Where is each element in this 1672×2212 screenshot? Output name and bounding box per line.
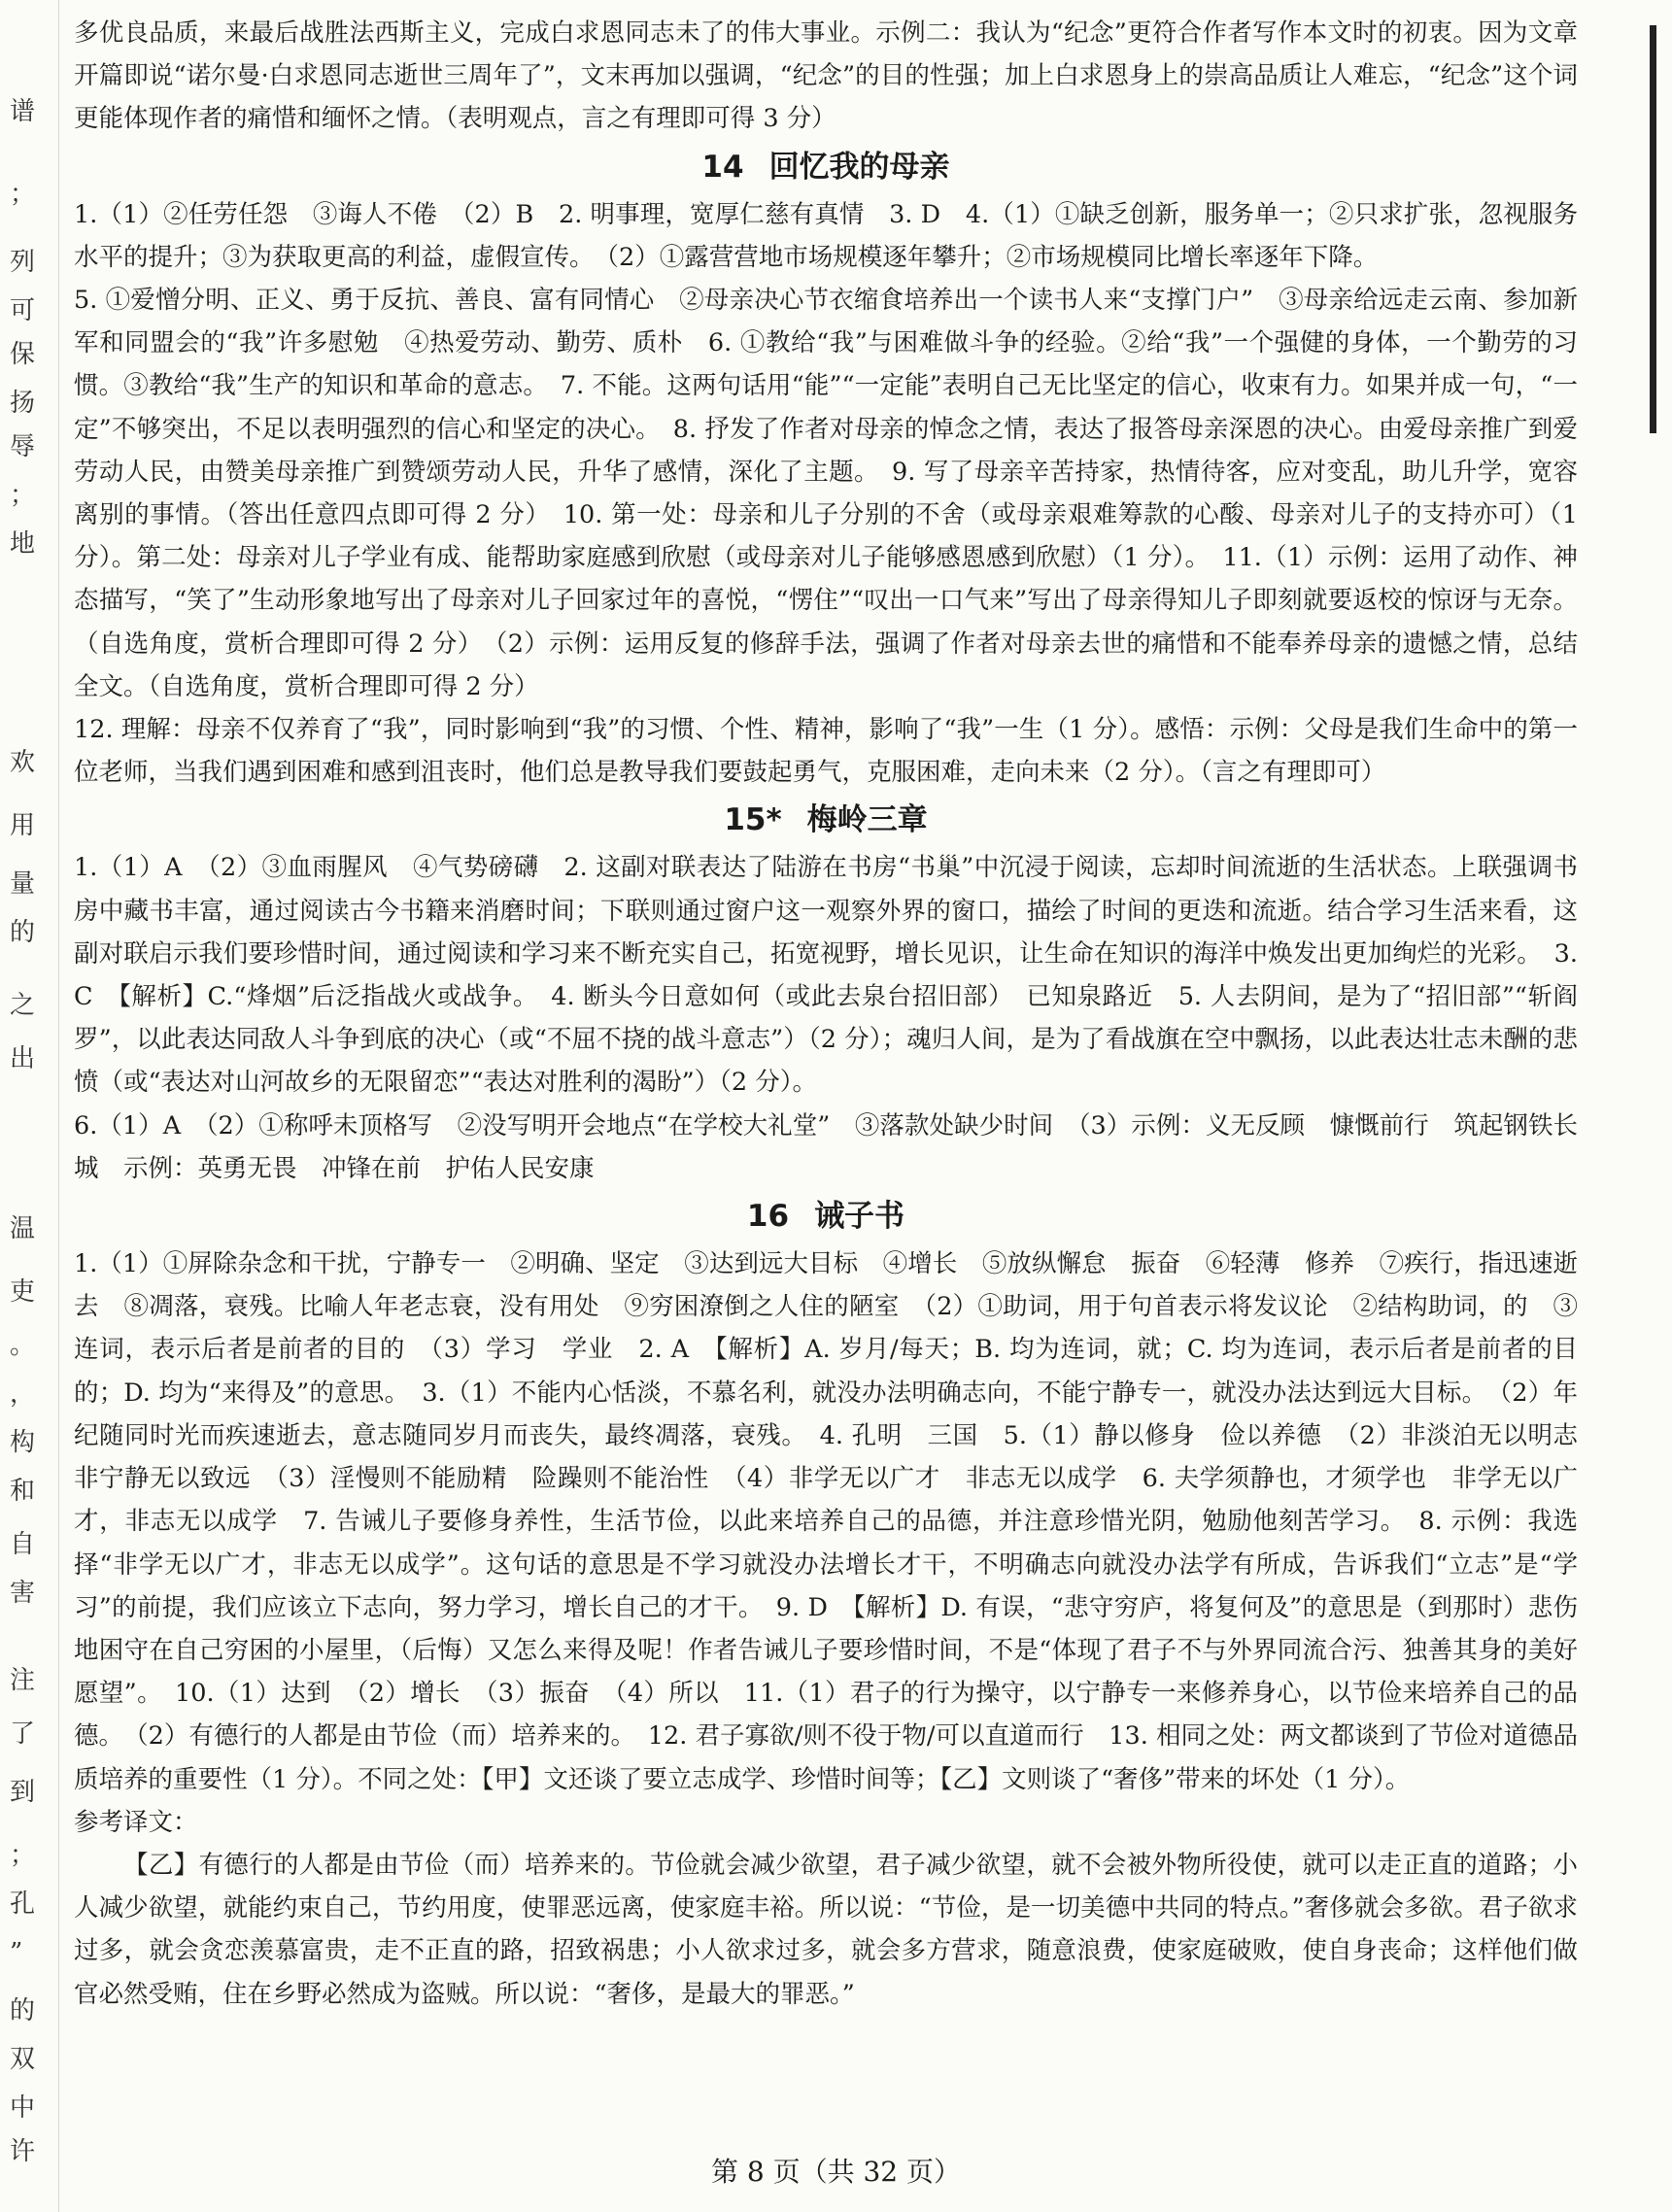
strip-char: 列 [10,248,36,277]
strip-char: 和 [10,1477,36,1506]
strip-char: ， [10,1379,36,1409]
section-14-number: 14 [701,149,744,185]
section-15-answers-1: 1.（1）A （2）③血雨腥风 ④气势磅礴 2. 这副对联表达了陆游在书房“书巢”中沉浸于阅读，忘却时间流逝的生活状态。上联强调书房中藏书丰富，通过阅读古今书籍来消磨时间；下联则通过窗户这一观察外界的窗口，描绘了时间的更迭和流逝。结合学习生活来看，这副对联启示我们要珍惜时间，通过阅读和学习来不断充实自己，拓宽视野，增长见识，让生命在知识的海洋中焕发出更加绚烂的光彩。 3. C 【解析】C.“烽烟”后泛指战火或战争。 4. 断头今日意如何（或此去泉台招旧部） 已知泉路近 5. 人去阴间，是为了“招旧部”“斩阎罗”，以此表达同敌人斗争到底的决心（或“不屈不挠的战斗意志”）（2 分）；魂归人间，是为了看战旗在空中飘扬，以此表达壮志未酬的悲愤（或“表达对山河故乡的无限留恋”“表达对胜利的渴盼”）（2 分）。 [74,853,1578,1098]
strip-char: 的 [10,1996,36,2025]
strip-char: 谱 [10,97,36,126]
answer-content [74,12,1603,2016]
section-15-title: 梅岭三章 [806,802,928,838]
reference-translation: 【乙】有德行的人都是由节俭（而）培养来的。节俭就会减少欲望，君子减少欲望，就不会被外物所役使，就可以走正直的道路；小人减少欲望，就能约束自己，节约用度，使罪恶远离，使家庭丰裕。所以说：“节俭，是一切美德中共同的特点。”奢侈就会多欲。君子欲求过多，就会贪恋羡慕富贵，走不正直的路，招致祸患；小人欲求过多，就会多方营求，随意浪费，使家庭破败，使自身丧命；这样他们做官必然受贿，住在乡野必然成为盗贼。所以说：“奢侈，是最大的罪恶。” [74,1850,1578,2009]
strip-char: 之 [10,991,36,1020]
strip-char: 地 [10,529,36,559]
section-14-answers-1: 1.（1）②任劳任怨 ③诲人不倦 （2）B 2. 明事理，宽厚仁慈有真情 3. D 4.（1）①缺乏创新，服务单一；②只求扩张，忽视服务水平的提升；③为获取更高的利益，虚假宣传。 （2）①露营营地市场规模逐年攀升；②市场规模同比增长率逐年下降。 [74,199,1578,272]
strip-char: 吏 [10,1277,36,1307]
section-14-title: 回忆我的母亲 [768,149,950,185]
strip-char: 出 [10,1044,36,1073]
strip-char: 构 [10,1428,36,1457]
strip-char: 扬 [10,389,36,418]
strip-char: ； [10,180,36,209]
section-16-heading [74,1190,1578,1242]
section-14-answers-3: 12. 理解：母亲不仅养育了“我”，同时影响到“我”的习惯、个性、精神，影响了“我”一生（1 分）。感悟：示例：父母是我们生命中的第一位老师，当我们遇到困难和感到沮丧时，他们总是教导我们要鼓起勇气，克服困难，走向未来（2 分）。（言之有理即可） [74,715,1578,788]
strip-char: 用 [10,811,36,840]
section-16-number: 16 [746,1199,790,1235]
strip-char: 欢 [10,748,36,777]
intro-paragraph: 多优良品质，来最后战胜法西斯主义，完成白求恩同志未了的伟大事业。示例二：我认为“纪念”更符合作者写作本文时的初衷。因为文章开篇即说“诺尔曼·白求恩同志逝世三周年了”，文末再加以强调，“纪念”的目的性强；加上白求恩身上的崇高品质让人难忘，“纪念”这个词更能体现作者的痛惜和缅怀之情。（表明观点，言之有理即可得 3 分） [74,18,1578,134]
strip-char: 可 [10,296,36,325]
strip-char: 孔 [10,1889,36,1919]
page-footer: 第 8 页（共 32 页） [710,2156,962,2188]
strip-char: 了 [10,1719,36,1749]
section-14-heading [74,141,1578,193]
section-16-answers: 1.（1）①屏除杂念和干扰，宁静专一 ②明确、坚定 ③达到远大目标 ④增长 ⑤放纵懈怠 振奋 ⑥轻薄 修养 ⑦疾行，指迅速逝去 ⑧凋落，衰残。比喻人年老志衰，没有用处 ⑨穷困潦倒之人住的陋室 （2）①助词，用于句首表示将发议论 ②结构助词，的 ③连词，表示后者是前者的目的 （3）学习 学业 2. A 【解析】A. 岁月/每天；B. 均为连词，就；C. 均为连词，表示后者是前者的目的；D. 均为“来得及”的意思。 3.（1）不能内心恬淡，不慕名利，就没办法明确志向，不能宁静专一，就没办法达到远大目标。 （2）年纪随同时光而疾速逝去，意志随同岁月而丧失，最终凋落，衰残。 4. 孔明 三国 5.（1）静以修身 俭以养德 （2）非淡泊无以明志 非宁静无以致远 （3）淫慢则不能励精 险躁则不能治性 （4）非学无以广才 非志无以成学 6. 夫学须静也，才须学也 非学无以广才，非志无以成学 7. 告诫儿子要修身养性，生活节俭，以此来培养自己的品德，并注意珍惜光阴，勉励他刻苦学习。 8. 示例：我选择“非学无以广才，非志无以成学”。这句话的意思是不学习就没办法增长才干，不明确志向就没办法学有所成，告诉我们“立志”是“学习”的前提，我们应该立下志向，努力学习，增长自己的才干。 9. D 【解析】D. 有误，“悲守穷庐，将复何及”的意思是（到那时）悲伤地困守在自己穷困的小屋里，（后悔）又怎么来得及呢！作者告诫儿子要珍惜时间，不是“体现了君子不与外界同流合污、独善其身的美好愿望”。 10.（1）达到 （2）增长 （3）振奋 （4）所以 11.（1）君子的行为操守，以宁静专一来修养身心，以节俭来培养自己的品德。 （2）有德行的人都是由节俭（而）培养来的。 12. 君子寡欲/则不役于物/可以直道而行 13. 相同之处：两文都谈到了节俭对道德品质培养的重要性（1 分）。不同之处：【甲】文还谈了要立志成学、珍惜时间等；【乙】文则谈了“奢侈”带来的坏处（1 分）。 [74,1249,1603,1794]
section-16-title: 诫子书 [814,1199,905,1235]
strip-char: 双 [10,2045,36,2074]
strip-char: 中 [10,2093,36,2123]
strip-char: 辱 [10,432,36,461]
page-edge-bar [1650,25,1656,433]
strip-char: 许 [10,2137,36,2166]
strip-char: ” [10,1938,23,1967]
strip-char: 量 [10,869,36,899]
strip-char: 。 [10,1331,36,1360]
strip-char: 害 [10,1579,36,1608]
strip-char: 到 [10,1778,36,1807]
strip-char: ； [10,1841,36,1870]
strip-char: 温 [10,1214,36,1243]
adjacent-page-strip [0,0,59,2212]
section-15-heading [74,794,1578,846]
strip-char: 保 [10,340,36,369]
section-14-answers-2: 5. ①爱憎分明、正义、勇于反抗、善良、富有同情心 ②母亲决心节衣缩食培养出一个读书人来“支撑门户” ③母亲给远走云南、参加新军和同盟会的“我”许多慰勉 ④热爱劳动、勤劳、质朴 6. ①教给“我”与困难做斗争的经验。②给“我”一个强健的身体，一个勤劳的习惯。③教给“我”生产的知识和革命的意志。 7. 不能。这两句话用“能”“一定能”表明自己无比坚定的信心，收束有力。如果并成一句，“一定”不够突出，不足以表明强烈的信心和坚定的决心。 8. 抒发了作者对母亲的悼念之情，表达了报答母亲深恩的决心。由爱母亲推广到爱劳动人民，由赞美母亲推广到赞颂劳动人民，升华了感情，深化了主题。 9. 写了母亲辛苦持家，热情待客，应对变乱，助儿升学，宽容离别的事情。（答出任意四点即可得 2 分） 10. 第一处：母亲和儿子分别的不舍（或母亲艰难筹款的心酸、母亲对儿子的支持亦可）（1 分）。第二处：母亲对儿子学业有成、能帮助家庭感到欣慰（或母亲对儿子能够感恩感到欣慰）（1 分）。 11.（1）示例：运用了动作、神态描写，“笑了”生动形象地写出了母亲对儿子回家过年的喜悦，“愣住”“叹出一口气来”写出了母亲得知儿子即刻就要返校的惊讶与无奈。（自选角度，赏析合理即可得 2 分） （2）示例：运用反复的修辞手法，强调了作者对母亲去世的痛惜和不能奉养母亲的遗憾之情，总结全文。（自选角度，赏析合理即可得 2 分） [74,286,1578,701]
strip-char: 的 [10,918,36,947]
strip-char: 注 [10,1666,36,1695]
section-15-number: 15* [724,802,782,838]
section-15-answers-2: 6.（1）A （2）①称呼未顶格写 ②没写明开会地点“在学校大礼堂” ③落款处缺少时间 （3）示例：义无反顾 慷慨前行 筑起钢铁长城 示例：英勇无畏 冲锋在前 护佑人民安康 [74,1110,1578,1183]
strip-char: 自 [10,1530,36,1559]
strip-char: ； [10,481,36,510]
reference-translation-label: 参考译文： [74,1807,198,1837]
